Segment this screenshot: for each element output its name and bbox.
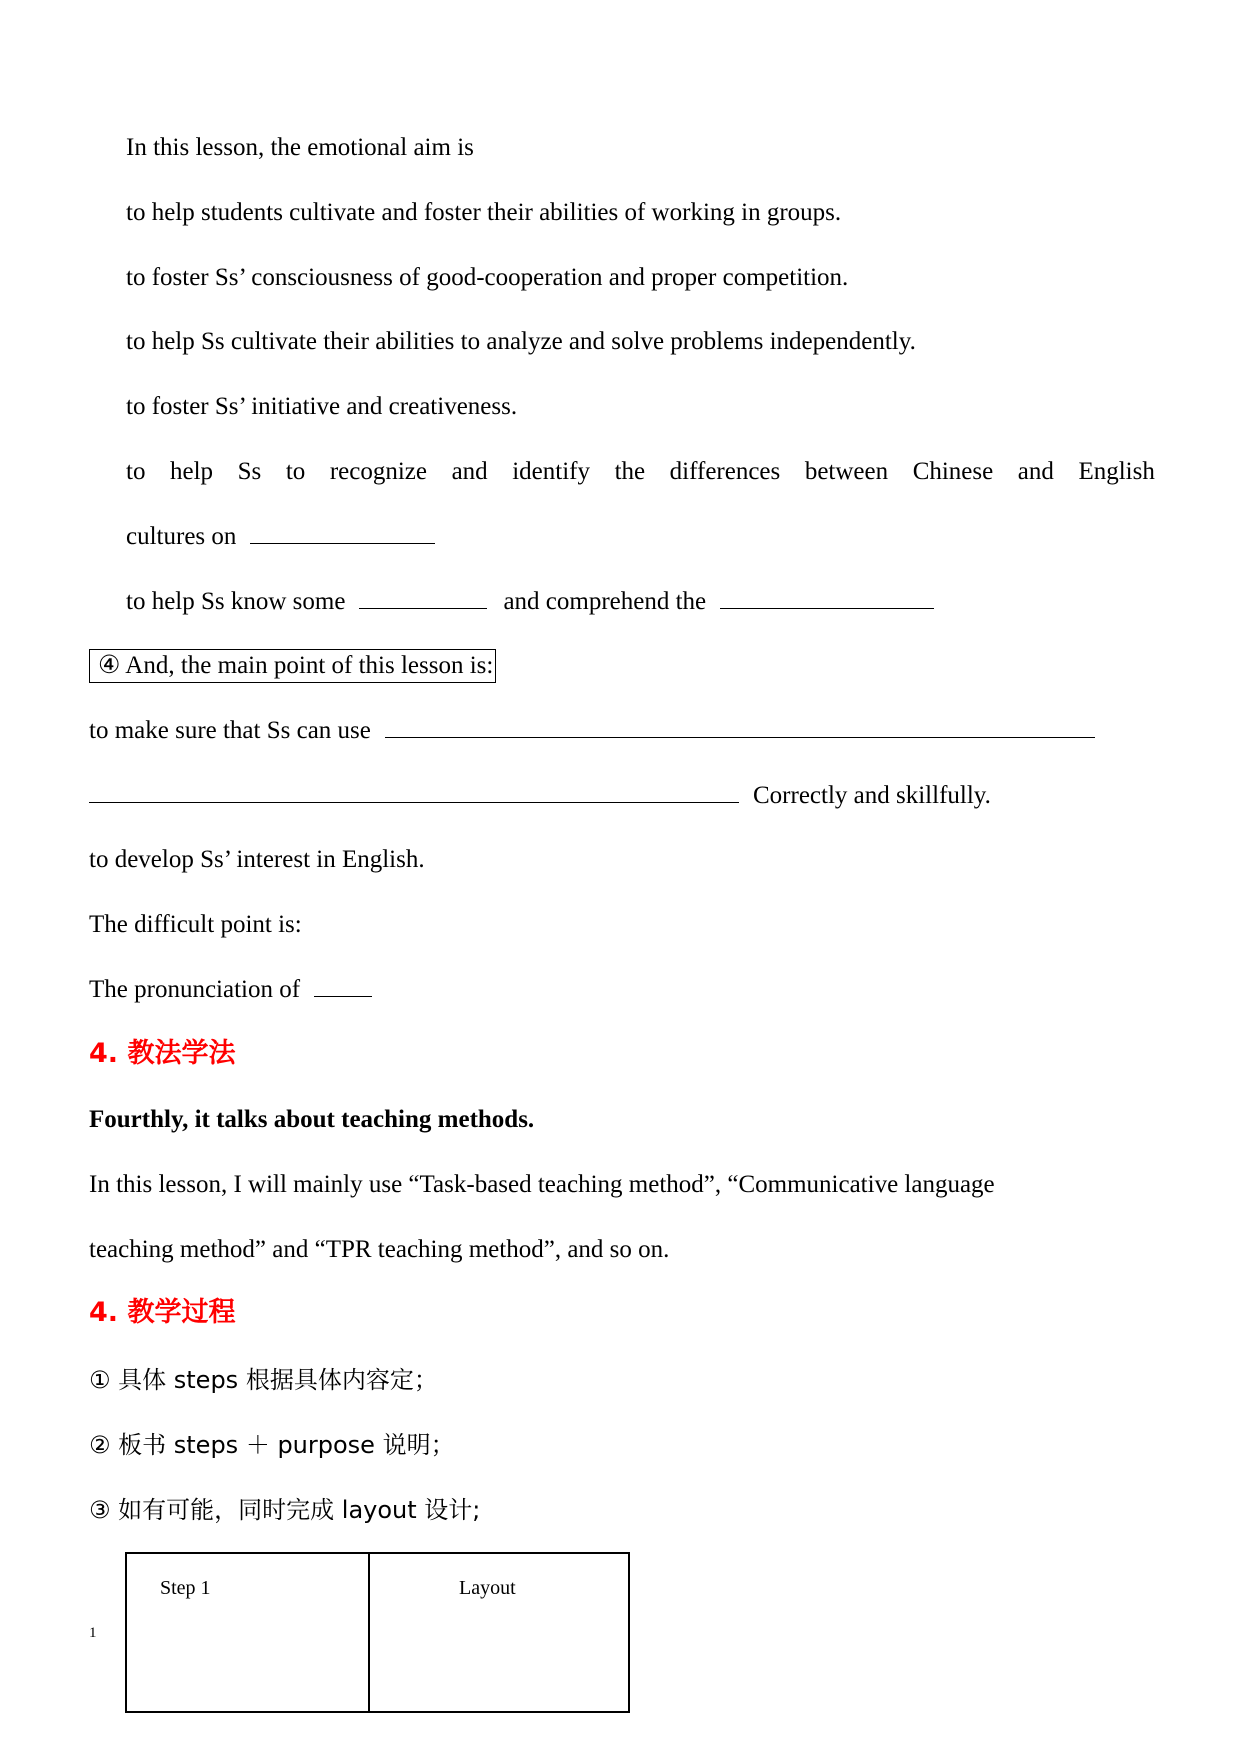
main-point-use-line bbox=[89, 715, 1095, 747]
fill-in-blank bbox=[314, 974, 372, 997]
main-point-correctly-line bbox=[89, 780, 991, 812]
emotional-aim-item: to foster Ss’ consciousness of good-cooperation and proper competition. bbox=[126, 264, 849, 291]
culture-aim-word: Chinese bbox=[912, 458, 994, 485]
culture-aim-line bbox=[126, 456, 1155, 488]
interest-line: to develop Ss’ interest in English. bbox=[89, 846, 425, 873]
table-label-layout: Layout bbox=[459, 1577, 516, 1599]
correctly-text: Correctly and skillfully. bbox=[753, 782, 991, 809]
culture-aim-word: the bbox=[614, 458, 646, 485]
methods-paragraph-line: teaching method” and “TPR teaching method”, and so on. bbox=[89, 1236, 670, 1263]
step-layout-table bbox=[125, 1552, 630, 1713]
fill-in-blank bbox=[250, 521, 435, 544]
know-aim-text-a: to help Ss know some bbox=[126, 588, 346, 615]
culture-aim-word: and bbox=[451, 458, 488, 485]
pronunciation-line bbox=[89, 974, 372, 1006]
emotional-aim-item: to help students cultivate and foster their abilities of working in groups. bbox=[126, 199, 842, 226]
fill-in-blank bbox=[385, 715, 1095, 738]
emotional-aim-intro: In this lesson, the emotional aim is bbox=[126, 134, 474, 161]
section-heading-process: 4. 教学过程 bbox=[89, 1297, 236, 1328]
difficult-point-title: The difficult point is: bbox=[89, 911, 302, 938]
process-item: ② 板书 steps ＋ purpose 说明； bbox=[89, 1431, 455, 1459]
pronunciation-text: The pronunciation of bbox=[89, 976, 301, 1003]
culture-aim-word: and bbox=[1017, 458, 1054, 485]
know-aim-line bbox=[126, 586, 934, 618]
emotional-aim-item: to help Ss cultivate their abilities to analyze and solve problems independently. bbox=[126, 328, 916, 355]
main-point-boxed-heading: ④ And, the main point of this lesson is: bbox=[89, 649, 496, 683]
main-point-use-text: to make sure that Ss can use bbox=[89, 717, 371, 744]
culture-aim-word: to bbox=[285, 458, 306, 485]
culture-aim-word: Ss bbox=[237, 458, 262, 485]
methods-paragraph-line: In this lesson, I will mainly use “Task-based teaching method”, “Communicative language bbox=[89, 1171, 995, 1198]
culture-aim-word: identify bbox=[512, 458, 590, 485]
methods-intro-bold: Fourthly, it talks about teaching methods. bbox=[89, 1106, 535, 1133]
culture-aim-word: to bbox=[126, 458, 146, 485]
page-number: 1 bbox=[89, 1625, 97, 1641]
process-item: ① 具体 steps 根据具体内容定； bbox=[89, 1366, 438, 1394]
culture-aim-word: between bbox=[804, 458, 889, 485]
fill-in-blank bbox=[359, 586, 487, 609]
fill-in-blank bbox=[89, 780, 739, 803]
know-aim-text-b: and comprehend the bbox=[503, 588, 707, 615]
culture-aim-word: English bbox=[1078, 458, 1155, 485]
culture-aim-continued bbox=[126, 521, 435, 553]
table-cell-step bbox=[127, 1554, 370, 1711]
table-cell-layout bbox=[370, 1554, 628, 1711]
culture-aim-word: recognize bbox=[329, 458, 427, 485]
fill-in-blank bbox=[720, 586, 934, 609]
emotional-aim-item: to foster Ss’ initiative and creativeness. bbox=[126, 393, 518, 420]
table-label-step: Step 1 bbox=[160, 1577, 211, 1599]
culture-aim-word: help bbox=[170, 458, 214, 485]
process-item: ③ 如有可能，同时完成 layout 设计; bbox=[89, 1496, 481, 1524]
culture-aim-text: cultures on bbox=[126, 523, 237, 550]
section-heading-methods: 4. 教法学法 bbox=[89, 1038, 236, 1069]
culture-aim-word: differences bbox=[669, 458, 781, 485]
